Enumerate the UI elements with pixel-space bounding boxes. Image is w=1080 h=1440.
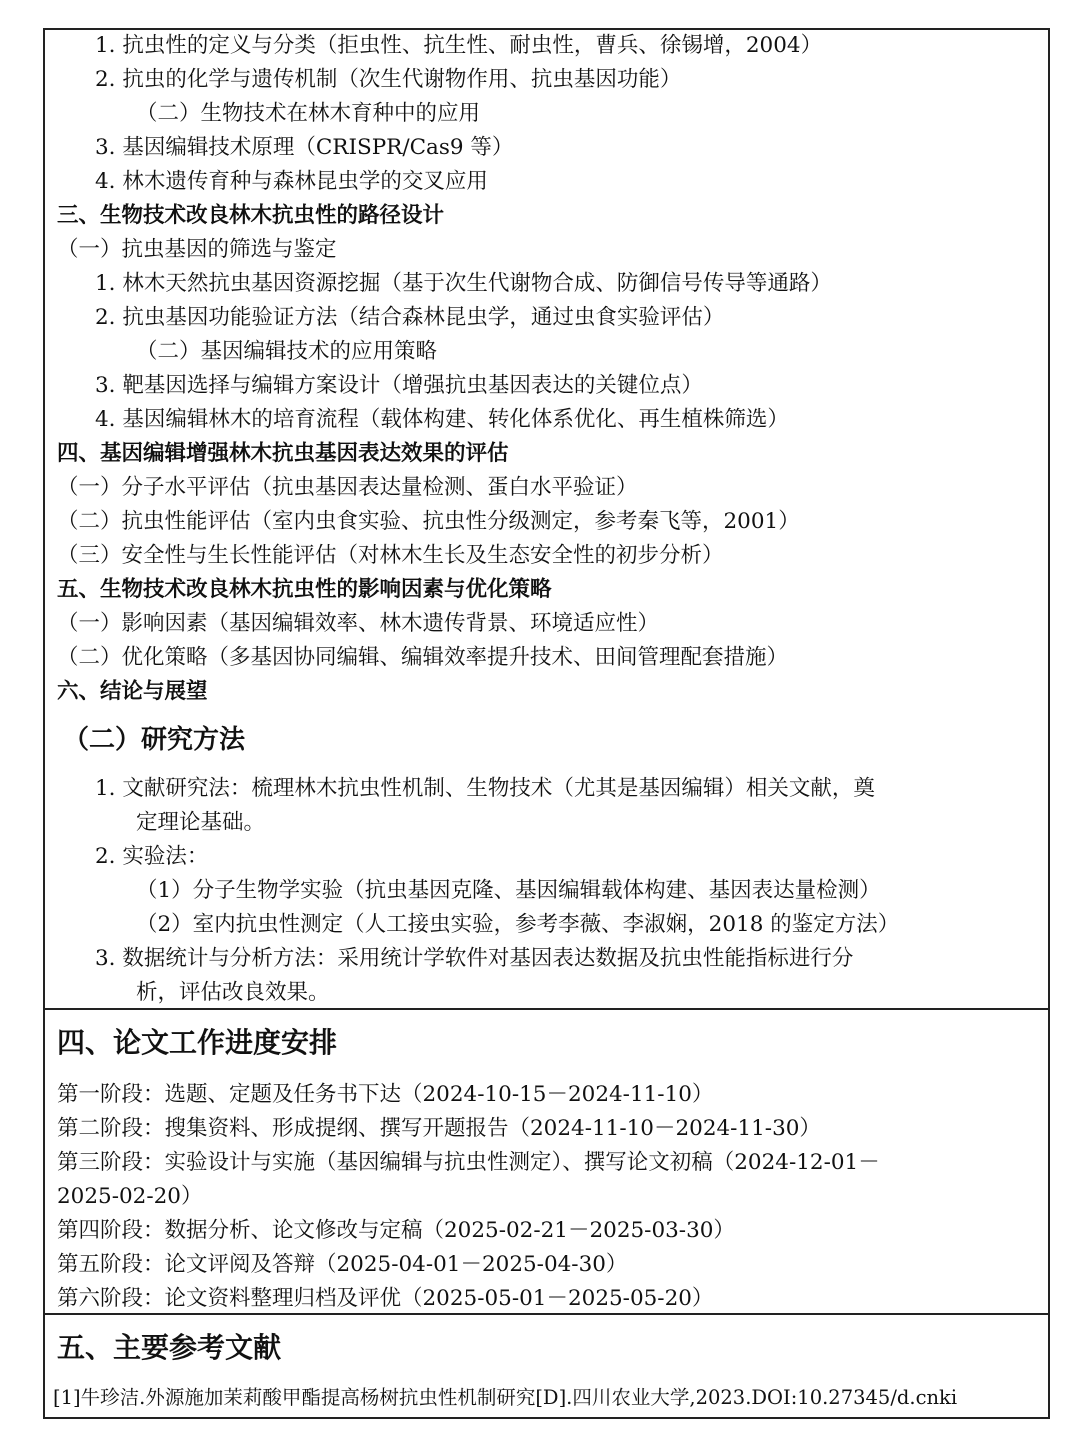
- schedule-stage: 第三阶段：实验设计与实施（基因编辑与抗虫性测定）、撰写论文初稿（2024-12-01－: [57, 1150, 880, 1175]
- schedule-section: [45, 1010, 1048, 1315]
- method-item-continuation: 析，评估改良效果。: [136, 980, 330, 1005]
- schedule-stage: 第六阶段：论文资料整理归档及评优（2025-05-01－2025-05-20）: [57, 1286, 714, 1311]
- outline-heading: 六、结论与展望: [57, 679, 208, 704]
- schedule-stage: 第一阶段：选题、定题及任务书下达（2024-10-15－2024-11-10）: [57, 1082, 714, 1107]
- outline-subheading: （三）安全性与生长性能评估（对林木生长及生态安全性的初步分析）: [57, 543, 724, 568]
- outline-subheading: （二）优化策略（多基因协同编辑、编辑效率提升技术、田间管理配套措施）: [57, 645, 789, 670]
- outline-subheading: （二）抗虫性能评估（室内虫食实验、抗虫性分级测定，参考秦飞等，2001）: [57, 509, 800, 534]
- outline-item: 4. 基因编辑林木的培育流程（载体构建、转化体系优化、再生植株筛选）: [95, 407, 789, 432]
- outline-heading: 五、生物技术改良林木抗虫性的影响因素与优化策略: [57, 577, 552, 602]
- outline-item: 2. 抗虫的化学与遗传机制（次生代谢物作用、抗虫基因功能）: [95, 67, 682, 92]
- outline-subheading: （二）基因编辑技术的应用策略: [136, 339, 438, 364]
- method-item: 1. 文献研究法：梳理林木抗虫性机制、生物技术（尤其是基因编辑）相关文献，奠: [95, 776, 875, 801]
- outline-subheading: （一）影响因素（基因编辑效率、林木遗传背景、环境适应性）: [57, 611, 660, 636]
- outline-item: 3. 基因编辑技术原理（CRISPR/Cas9 等）: [95, 135, 514, 160]
- references-heading: 五、主要参考文献: [57, 1331, 282, 1364]
- method-subitem: （2）室内抗虫性测定（人工接虫实验，参考李薇、李淑娴，2018 的鉴定方法）: [136, 912, 900, 937]
- schedule-stage: 第二阶段：搜集资料、形成提纲、撰写开题报告（2024-11-10－2024-11-30）: [57, 1116, 821, 1141]
- schedule-stage: 第四阶段：数据分析、论文修改与定稿（2025-02-21－2025-03-30）: [57, 1218, 735, 1243]
- outline-subheading: （二）生物技术在林木育种中的应用: [136, 101, 481, 126]
- document-frame: [43, 28, 1050, 1419]
- schedule-stage-continuation: 2025-02-20）: [57, 1184, 203, 1209]
- method-item: 2. 实验法：: [95, 844, 209, 869]
- outline-item: 2. 抗虫基因功能验证方法（结合森林昆虫学，通过虫食实验评估）: [95, 305, 725, 330]
- method-item-continuation: 定理论基础。: [136, 810, 266, 835]
- references-section: [45, 1315, 1048, 1417]
- outline-heading: 四、基因编辑增强林木抗虫基因表达效果的评估: [57, 441, 509, 466]
- outline-subheading: （一）分子水平评估（抗虫基因表达量检测、蛋白水平验证）: [57, 475, 638, 500]
- schedule-stage: 第五阶段：论文评阅及答辩（2025-04-01－2025-04-30）: [57, 1252, 628, 1277]
- schedule-heading: 四、论文工作进度安排: [57, 1026, 338, 1059]
- methods-heading: （二）研究方法: [63, 725, 246, 755]
- outline-heading: 三、生物技术改良林木抗虫性的路径设计: [57, 203, 445, 228]
- method-item: 3. 数据统计与分析方法：采用统计学软件对基因表达数据及抗虫性能指标进行分: [95, 946, 854, 971]
- outline-item: 3. 靶基因选择与编辑方案设计（增强抗虫基因表达的关键位点）: [95, 373, 703, 398]
- method-subitem: （1）分子生物学实验（抗虫基因克隆、基因编辑载体构建、基因表达量检测）: [136, 878, 881, 903]
- outline-item: 1. 抗虫性的定义与分类（拒虫性、抗生性、耐虫性，曹兵、徐锡增，2004）: [95, 33, 823, 58]
- outline-item: 1. 林木天然抗虫基因资源挖掘（基于次生代谢物合成、防御信号传导等通路）: [95, 271, 832, 296]
- reference-entry: [1]牛珍洁.外源施加茉莉酸甲酯提高杨树抗虫性机制研究[D].四川农业大学,2023.DOI:10.27345/d.cnki: [53, 1386, 958, 1409]
- outline-section: [45, 30, 1048, 1010]
- outline-subheading: （一）抗虫基因的筛选与鉴定: [57, 237, 337, 262]
- outline-item: 4. 林木遗传育种与森林昆虫学的交叉应用: [95, 169, 488, 194]
